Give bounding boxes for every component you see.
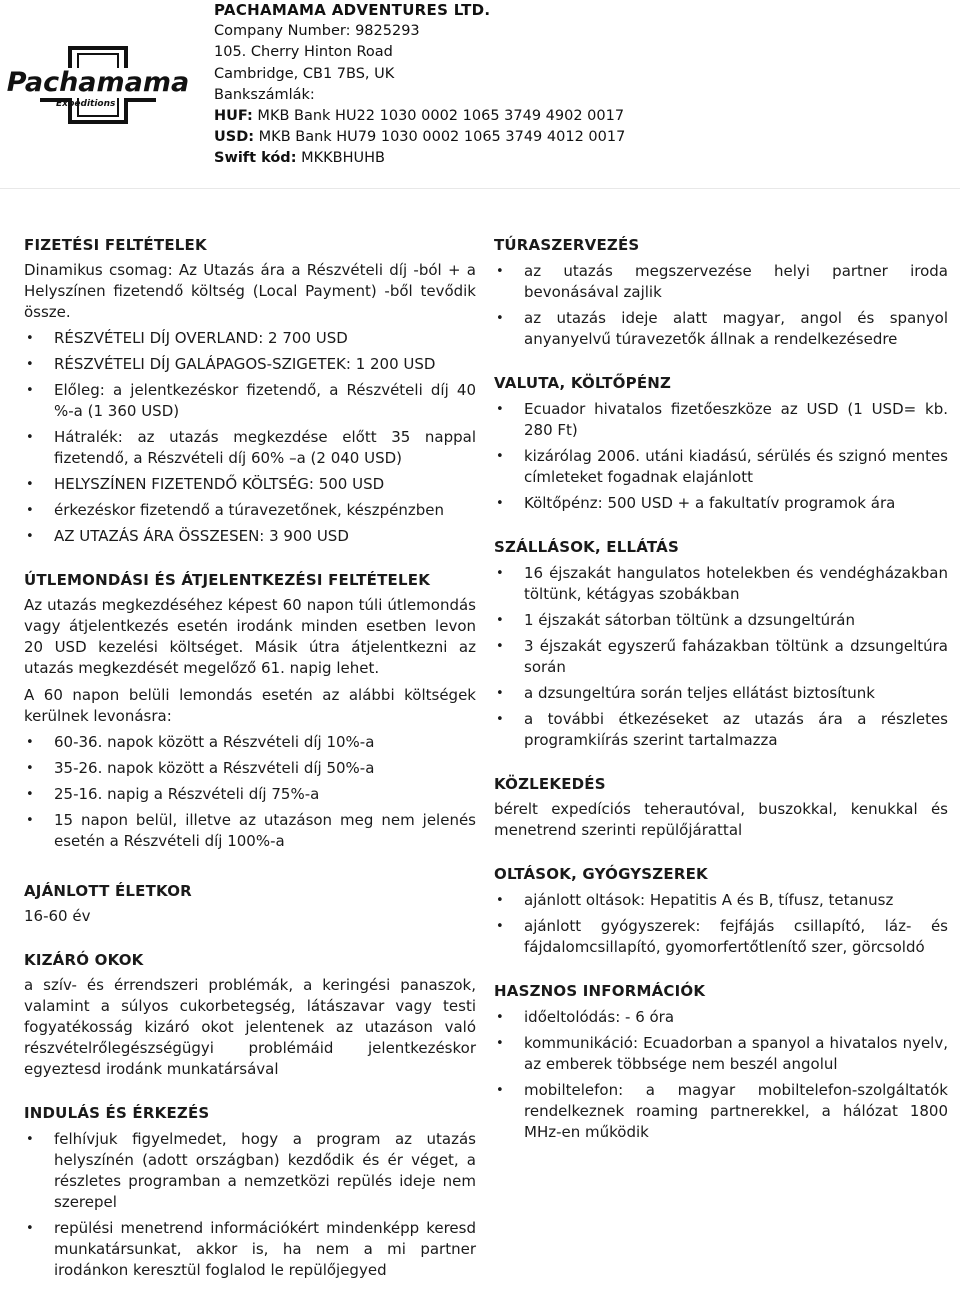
list-item: • Hátralék: az utazás megkezdése előtt 35 nappal fizetendő, a Részvételi díj 60% –a (2 040 USD) [24, 427, 476, 469]
list-item: • 3 éjszakát egyszerű faházakban töltünk a dzsungeltúra során [494, 636, 948, 678]
list-item: • Költőpénz: 500 USD + a fakultatív programok ára [494, 493, 948, 514]
currency-title: VALUTA, KÖLTŐPÉNZ [494, 374, 672, 392]
age-section [24, 880, 476, 927]
logo-text: Pachamama [6, 67, 190, 98]
bank-accounts-label: Bankszámlák: [214, 86, 315, 103]
age-text: 16-60 év [24, 907, 91, 925]
accommodation-title: SZÁLLÁSOK, ELLÁTÁS [494, 538, 679, 556]
logo-subtext: Expeditions [56, 99, 116, 109]
accommodation-section [494, 536, 948, 751]
usd-account [214, 127, 625, 148]
transport-title: KÖZLEKEDÉS [494, 775, 606, 793]
transport-section [494, 773, 948, 841]
departure-section [24, 1102, 476, 1281]
exclusion-text: a szív- és érrendszeri problémák, a keringési panaszok, valamint a súlyos cukorbetegség, látászavar vagy testi fogyatékosság kizáró okot jelentenek az utazáson való részvételrőlegészségügyi problémáid jelentkezéskor egyeztesd irodánk munkatársával [24, 976, 476, 1078]
pachamama-logo [4, 44, 194, 124]
company-address-line1: 105. Cherry Hinton Road [214, 44, 393, 61]
huf-label: HUF: [214, 108, 253, 125]
tour-list [494, 261, 948, 350]
list-item: • 15 napon belül, illetve az utazáson meg nem jelenés esetén a Részvételi díj 100%-a [24, 810, 476, 852]
accommodation-list [494, 563, 948, 751]
usd-value: MKB Bank HU79 1030 0002 1065 3749 4012 0017 [254, 129, 626, 146]
left-column [24, 234, 476, 1281]
cancellation-paragraph-2: A 60 napon belüli lemondás esetén az alábbi költségek kerülnek levonásra: [24, 686, 476, 725]
list-item: • időeltolódás: - 6 óra [494, 1007, 948, 1028]
list-item: • RÉSZVÉTELI DÍJ OVERLAND: 2 700 USD [24, 328, 476, 349]
departure-list [24, 1129, 476, 1281]
list-item: • 35-26. napok között a Részvételi díj 50%-a [24, 758, 476, 779]
departure-title: INDULÁS ÉS ÉRKEZÉS [24, 1104, 210, 1122]
list-item: • AZ UTAZÁS ÁRA ÖSSZESEN: 3 900 USD [24, 526, 476, 547]
list-item: • HELYSZÍNEN FIZETENDŐ KÖLTSÉG: 500 USD [24, 474, 476, 495]
swift-value: MKKBHUHB [296, 150, 385, 167]
info-section [494, 980, 948, 1143]
company-number: Company Number: 9825293 [214, 23, 420, 40]
list-item: • felhívjuk figyelmedet, hogy a program az utazás helyszínén (adott országban) kezdődik és ér véget, a részletes programban a nemzetközi repülés ideje nem szerepel [24, 1129, 476, 1213]
cancellation-list [24, 732, 476, 852]
list-item: • mobiltelefon: a magyar mobiltelefon-szolgáltatók rendelkeznek roaming partnerekkel, a hálózat 1800 MHz-en működik [494, 1080, 948, 1143]
currency-section [494, 372, 948, 514]
payment-list [24, 328, 476, 547]
list-item: • kommunikáció: Ecuadorban a spanyol a hivatalos nyelv, az emberek többsége nem beszél angolul [494, 1033, 948, 1075]
vaccines-section [494, 863, 948, 958]
header-divider [0, 188, 960, 189]
list-item: • Ecuador hivatalos fizetőeszköze az USD (1 USD= kb. 280 Ft) [494, 399, 948, 441]
huf-value: MKB Bank HU22 1030 0002 1065 3749 4902 0017 [252, 108, 625, 125]
exclusion-title: KIZÁRÓ OKOK [24, 951, 144, 969]
list-item: • a dzsungeltúra során teljes ellátást biztosítunk [494, 683, 948, 704]
list-item: • az utazás megszervezése helyi partner iroda bevonásával zajlik [494, 261, 948, 303]
list-item: • a további étkezéseket az utazás ára a részletes programkiírás szerint tartalmazza [494, 709, 948, 751]
tour-section [494, 234, 948, 350]
company-details [214, 0, 625, 170]
payment-section [24, 234, 476, 547]
list-item: • az utazás ideje alatt magyar, angol és spanyol anyanyelvű túravezetők állnak a rendelkezésedre [494, 308, 948, 350]
cancellation-section [24, 569, 476, 852]
vaccines-title: OLTÁSOK, GYÓGYSZEREK [494, 865, 708, 883]
letterhead [0, 0, 960, 195]
huf-account [214, 106, 625, 127]
vaccines-list [494, 890, 948, 958]
list-item: • ajánlott gyógyszerek: fejfájás csillapító, láz- és fájdalomcsillapító, gyomorfertőtlenítő szer, görcsoldó [494, 916, 948, 958]
payment-title: FIZETÉSI FELTÉTELEK [24, 236, 207, 254]
info-list [494, 1007, 948, 1143]
payment-intro: Dinamikus csomag: Az Utazás ára a Részvételi díj -ból + a Helyszínen fizetendő költség (Local Payment) -ből tevődik össze. [24, 261, 476, 321]
list-item: • repülési menetrend információkért mindenképp keresd munkatársunkat, akkor is, ha nem a mi partner irodánkon keresztül foglalod le repülőjegyed [24, 1218, 476, 1281]
info-title: HASZNOS INFORMÁCIÓK [494, 982, 706, 1000]
company-address-line2: Cambridge, CB1 7BS, UK [214, 65, 395, 82]
list-item: • kizárólag 2006. utáni kiadású, sérülés és szignó mentes címleteket fogadnak elajánlott [494, 446, 948, 488]
list-item: • 25-16. napig a Részvételi díj 75%-a [24, 784, 476, 805]
transport-text: bérelt expedíciós teherautóval, buszokkal, kenukkal és menetrend szerinti repülőjárattal [494, 800, 948, 839]
list-item: • ajánlott oltások: Hepatitis A és B, tífusz, tetanusz [494, 890, 948, 911]
cancellation-title: ÚTLEMONDÁSI ÉS ÁTJELENTKEZÉSI FELTÉTELEK [24, 571, 431, 589]
cancellation-paragraph-1: Az utazás megkezdéséhez képest 60 napon túli útlemondás vagy átjelentkezés esetén irodánk minden esetben levon 20 USD kezelési költséget. Másik útra átjelentkezni az utazás megkezdését megelőző 61. napig lehet. [24, 596, 476, 677]
swift-code [214, 148, 625, 169]
list-item: • 1 éjszakát sátorban töltünk a dzsungeltúrán [494, 610, 948, 631]
currency-list [494, 399, 948, 514]
swift-label: Swift kód: [214, 150, 297, 167]
list-item: • RÉSZVÉTELI DÍJ GALÁPAGOS-SZIGETEK: 1 200 USD [24, 354, 476, 375]
list-item: • 60-36. napok között a Részvételi díj 10%-a [24, 732, 476, 753]
exclusion-section [24, 949, 476, 1080]
right-column [494, 234, 948, 1143]
list-item: • 16 éjszakát hangulatos hotelekben és vendégházakban töltünk, kétágyas szobákban [494, 563, 948, 605]
company-name: PACHAMAMA ADVENTURES LTD. [214, 1, 491, 19]
list-item: • érkezéskor fizetendő a túravezetőnek, készpénzben [24, 500, 476, 521]
list-item: • Előleg: a jelentkezéskor fizetendő, a Részvételi díj 40 %-a (1 360 USD) [24, 380, 476, 422]
usd-label: USD: [214, 129, 255, 146]
age-title: AJÁNLOTT ÉLETKOR [24, 882, 192, 900]
tour-title: TÚRASZERVEZÉS [494, 236, 640, 254]
